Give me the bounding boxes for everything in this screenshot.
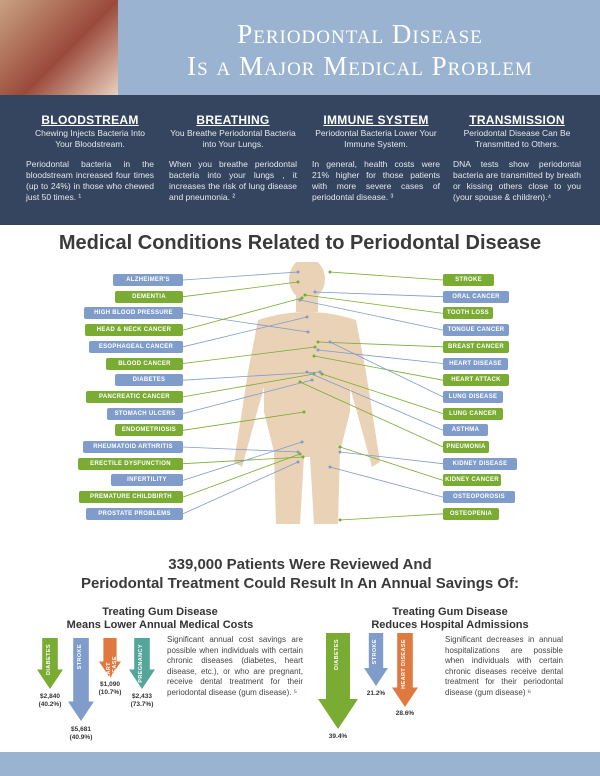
condition-pill-left: STOMACH ULCERS: [107, 408, 183, 420]
connector-dot: [339, 451, 342, 454]
arrow-label: DIABETES: [46, 644, 52, 676]
condition-pill-left: PANCREATIC CANCER: [86, 391, 183, 403]
info-column-breathing: [169, 115, 297, 203]
arrow-label: STROKE: [372, 639, 378, 665]
condition-pill-left: BLOOD CANCER: [106, 358, 183, 370]
condition-pill-right: PNEUMONIA: [443, 441, 489, 453]
connector-dot: [311, 379, 314, 382]
column-body: DNA tests show periodontal bacteria are transmitted by breath or kissing others close to you (your spouse & children).⁴: [453, 159, 581, 202]
condition-pill-right: BREAST CANCER: [443, 341, 509, 353]
info-band: [0, 95, 600, 225]
info-column-transmission: [453, 115, 581, 203]
column-subtitle: Chewing Injects Bacteria Into Your Bloodstream.: [34, 128, 146, 149]
condition-pill-left: PROSTATE PROBLEMS: [86, 508, 183, 520]
connector-dot: [297, 271, 300, 274]
arrow-amount: $2,840 (40.2%): [38, 693, 62, 708]
arrow-amount: $5,681 (40.9%): [69, 726, 93, 741]
header-banner: [0, 0, 600, 95]
condition-pill-left: INFERTILITY: [111, 474, 183, 486]
connector-line: [340, 452, 443, 464]
connector-line: [340, 447, 443, 480]
connector-dot: [304, 294, 307, 297]
connector-dot: [306, 316, 309, 319]
connector-line: [183, 282, 298, 297]
connector-dot: [339, 519, 342, 522]
connector-dot: [297, 281, 300, 284]
condition-pill-right: OSTEOPENIA: [443, 508, 499, 520]
connector-dot: [302, 456, 305, 459]
condition-pill-right: OSTEOPOROSIS: [443, 491, 515, 503]
connector-dot: [329, 466, 332, 469]
panel-title-line: Treating Gum Disease: [392, 606, 508, 618]
body-diagram: [0, 262, 600, 524]
anatomy-head-image: [0, 0, 118, 95]
condition-pill-right: KIDNEY DISEASE: [443, 458, 517, 470]
condition-pill-right: TOOTH LOSS: [443, 307, 493, 319]
arrow-heart-cost: [99, 638, 121, 683]
connector-dot: [307, 331, 310, 334]
arrow-amount: 28.6%: [395, 710, 415, 717]
column-body: In general, health costs were 21% higher for those patients with more severe cases of periodontal disease. ³: [312, 159, 440, 202]
connector-dot: [317, 349, 320, 352]
condition-pill-right: ASTHMA: [443, 424, 488, 436]
savings-title-line-1: 339,000 Patients Were Reviewed And: [168, 556, 432, 573]
title-line-1: Periodontal Disease: [237, 19, 483, 49]
connector-line: [315, 292, 443, 297]
arrow-diabetes-cost: [37, 638, 63, 694]
connector-line: [330, 467, 443, 497]
column-subtitle: Periodontal Bacteria Lower Your Immune System.: [315, 128, 437, 149]
savings-heading: [0, 555, 600, 593]
condition-pill-right: LUNG DISEASE: [443, 391, 503, 403]
arrow-amount: 39.4%: [328, 733, 348, 740]
connector-dot: [299, 453, 302, 456]
savings-title-line-2: Periodontal Treatment Could Result In An Annual Savings Of:: [80, 575, 520, 592]
column-heading: TRANSMISSION: [469, 113, 565, 127]
condition-pill-left: DEMENTIA: [115, 291, 183, 303]
condition-pill-left: ESOPHAGEAL CANCER: [89, 341, 183, 353]
column-subtitle: Periodontal Disease Can Be Transmitted to Others.: [463, 128, 571, 149]
arrow-label: PREGNANCY: [138, 644, 144, 683]
arrow-label: HEART DISEASE: [106, 656, 118, 683]
condition-pill-left: ENDOMETRIOSIS: [115, 424, 183, 436]
condition-pill-right: LUNG CANCER: [443, 408, 503, 420]
info-column-bloodstream: [26, 115, 154, 203]
section-title: Medical Conditions Related to Periodontal Disease: [58, 232, 542, 254]
connector-dot: [317, 341, 320, 344]
condition-pill-left: PREMATURE CHILDBIRTH: [79, 491, 183, 503]
admissions-panel-title: [330, 606, 570, 632]
title-line-2: Is a Major Medical Problem: [187, 51, 533, 81]
condition-pill-right: HEART DISEASE: [443, 358, 508, 370]
cost-panel-text: Significant annual cost savings are possible when individuals with certain chronic diseases (diabetes, heart disease, etc.), or who are pregnant, receive dental treatment for their periodontal disease (gum disease). ⁵: [167, 635, 303, 697]
cost-panel-title: [40, 606, 280, 632]
condition-pill-right: STROKE: [443, 274, 494, 286]
arrow-heart-admissions: [392, 633, 418, 712]
connector-dot: [301, 441, 304, 444]
column-heading: BLOODSTREAM: [41, 113, 139, 127]
connector-dot: [321, 373, 324, 376]
connector-line: [340, 514, 443, 520]
column-heading: BREATHING: [196, 113, 270, 127]
condition-pill-left: ERECTILE DYSFUNCTION: [78, 458, 183, 470]
arrow-label: HEART DISEASE: [401, 639, 407, 689]
connector-dot: [299, 381, 302, 384]
connector-dot: [339, 446, 342, 449]
footer-bar: [0, 752, 600, 776]
column-heading: IMMUNE SYSTEM: [323, 113, 429, 127]
arrow-amount: 21.2%: [366, 690, 386, 697]
info-column-immune: [312, 115, 440, 203]
condition-pill-left: ALZHEIMER'S: [113, 274, 183, 286]
column-body: Periodontal bacteria in the bloodstream increased four times (up to 24%) in those who chewed just 50 times. ¹: [26, 159, 154, 202]
connector-line: [183, 272, 298, 280]
arrow-label: DIABETES: [334, 639, 340, 671]
connector-dot: [329, 271, 332, 274]
connector-dot: [306, 371, 309, 374]
connector-dot: [314, 291, 317, 294]
condition-pill-left: RHEUMATOID ARTHRITIS: [83, 441, 183, 453]
connector-line: [330, 272, 443, 280]
arrow-diabetes-admissions: [318, 633, 358, 734]
connector-dot: [329, 341, 332, 344]
page-title: [130, 18, 590, 82]
condition-pill-right: TONGUE CANCER: [443, 324, 509, 336]
condition-pill-right: KIDNEY CANCER: [443, 474, 501, 486]
condition-pill-left: DIABETES: [115, 374, 183, 386]
column-subtitle: You Breathe Periodontal Bacteria into Your Lungs.: [170, 128, 296, 149]
condition-pill-left: HEAD & NECK CANCER: [85, 324, 183, 336]
arrow-label: STROKE: [77, 644, 83, 670]
condition-pill-left: HIGH BLOOD PRESSURE: [84, 307, 183, 319]
arrow-amount: $1,090 (10.7%): [98, 681, 122, 696]
condition-pill-right: ORAL CANCER: [443, 291, 509, 303]
connector-dot: [303, 411, 306, 414]
panel-title-line: Treating Gum Disease: [102, 606, 218, 618]
panel-title-line: Reduces Hospital Admissions: [371, 619, 529, 631]
admissions-panel-text: Significant decreases in annual hospitalizations are possible when individuals with certain chronic diseases receive dental treatment for their periodontal disease (gum disease) ⁶: [445, 635, 563, 697]
connector-dot: [299, 299, 302, 302]
arrow-stroke-admissions: [364, 633, 388, 691]
condition-pill-right: HEART ATTACK: [443, 374, 509, 386]
connector-dot: [313, 355, 316, 358]
panel-title-line: Means Lower Annual Medical Costs: [66, 619, 254, 631]
connector-line: [305, 295, 443, 313]
connector-dot: [297, 461, 300, 464]
column-body: When you breathe periodontal bacteria into your lungs , it increases the risk of lung disease and pneumonia. ²: [169, 159, 297, 202]
arrow-amount: $2,433 (73.7%): [130, 693, 154, 708]
connector-dot: [314, 346, 317, 349]
